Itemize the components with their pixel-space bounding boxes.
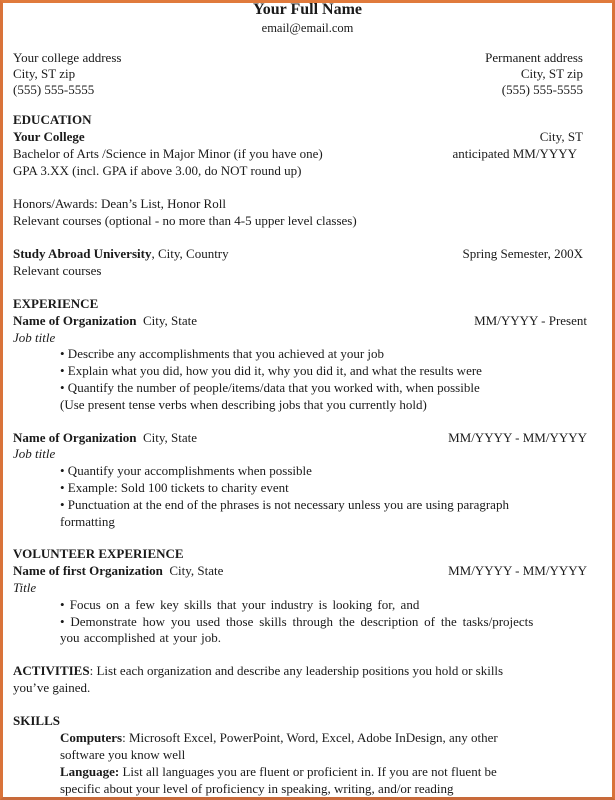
college-address-phone: (555) 555-5555 <box>13 82 95 97</box>
relevant-courses: Relevant courses (optional - no more than 4-5 upper level classes) <box>13 213 357 228</box>
honors: Honors/Awards: Dean’s List, Honor Roll <box>13 196 226 211</box>
volunteer-heading: VOLUNTEER EXPERIENCE <box>13 546 184 561</box>
job-1-dates: MM/YYYY - Present <box>474 313 587 328</box>
permanent-address-line2: City, ST zip <box>520 66 583 81</box>
activities-line <box>13 663 503 679</box>
job-1-bullet: • Quantify the number of people/items/data that you worked with, when possible <box>60 380 480 395</box>
study-abroad-location: , City, Country <box>151 246 229 261</box>
job-2-note: formatting <box>60 514 115 529</box>
computers-text-cont: software you know well <box>60 747 186 762</box>
activities-text-cont: you’ve gained. <box>13 680 91 695</box>
volunteer-title: Title <box>13 580 37 595</box>
study-abroad-date: Spring Semester, 200X <box>462 246 583 261</box>
gpa: GPA 3.XX (incl. GPA if above 3.00, do NOT round up) <box>13 163 302 178</box>
college-address-line1: Your college address <box>13 50 122 65</box>
job-1-bullet: • Describe any accomplishments that you achieved at your job <box>60 346 385 361</box>
computers-text: : Microsoft Excel, PowerPoint, Word, Excel, Adobe InDesign, any other <box>122 730 498 745</box>
email: email@email.com <box>261 21 354 35</box>
degree: Bachelor of Arts /Science in Major Minor (if you have one) <box>13 146 323 161</box>
activities-heading: ACTIVITIES <box>13 663 90 678</box>
job-2-title: Job title <box>13 446 56 461</box>
job-1-note: (Use present tense verbs when describing jobs that you currently hold) <box>60 397 427 412</box>
activities-text: : List each organization and describe any leadership positions you hold or skills <box>89 663 504 678</box>
volunteer-location: City, State <box>169 563 224 578</box>
experience-heading: EXPERIENCE <box>13 296 99 311</box>
study-abroad-line <box>13 246 229 262</box>
skills-language <box>60 764 497 780</box>
skills-computers <box>60 730 498 746</box>
full-name: Your Full Name <box>252 1 363 18</box>
study-abroad-courses: Relevant courses <box>13 263 102 278</box>
anticipated-date: anticipated MM/YYYY <box>452 146 577 161</box>
job-2-org: Name of Organization <box>13 430 137 445</box>
volunteer-note: you accomplished at your job. <box>60 630 222 645</box>
study-abroad-name: Study Abroad University <box>13 246 152 261</box>
job-1-org: Name of Organization <box>13 313 137 328</box>
volunteer-dates: MM/YYYY - MM/YYYY <box>448 563 587 578</box>
job-2-dates: MM/YYYY - MM/YYYY <box>448 430 587 445</box>
computers-label: Computers <box>60 730 123 745</box>
language-text-cont: specific about your level of proficiency in speaking, writing, and/or reading <box>60 781 454 796</box>
job-2-bullet: • Punctuation at the end of the phrases is not necessary unless you are using paragraph <box>60 497 509 512</box>
job-2-header <box>13 430 197 446</box>
college-name: Your College <box>13 129 85 144</box>
volunteer-bullet: • Focus on a few key skills that your industry is looking for, and <box>60 597 420 612</box>
volunteer-org: Name of first Organization <box>13 563 163 578</box>
education-heading: EDUCATION <box>13 112 92 127</box>
job-2-bullet: • Quantify your accomplishments when possible <box>60 463 312 478</box>
job-1-bullet: • Explain what you did, how you did it, why you did it, and what the results were <box>60 363 482 378</box>
language-text: List all languages you are fluent or proficient in. If you are not fluent be <box>119 764 497 779</box>
college-location: City, ST <box>539 129 583 144</box>
volunteer-bullet: • Demonstrate how you used those skills through the description of the tasks/projects <box>60 614 534 629</box>
job-1-title: Job title <box>13 330 56 345</box>
permanent-address-phone: (555) 555-5555 <box>501 82 583 97</box>
job-2-bullet: • Example: Sold 100 tickets to charity event <box>60 480 289 495</box>
language-label: Language: <box>60 764 120 779</box>
college-address-line2: City, ST zip <box>13 66 76 81</box>
skills-heading: SKILLS <box>13 713 60 728</box>
job-2-location: City, State <box>142 430 198 445</box>
job-1-location: City, State <box>142 313 198 328</box>
job-1-header <box>13 313 197 329</box>
volunteer-header <box>13 563 223 579</box>
permanent-address-line1: Permanent address <box>485 50 583 65</box>
